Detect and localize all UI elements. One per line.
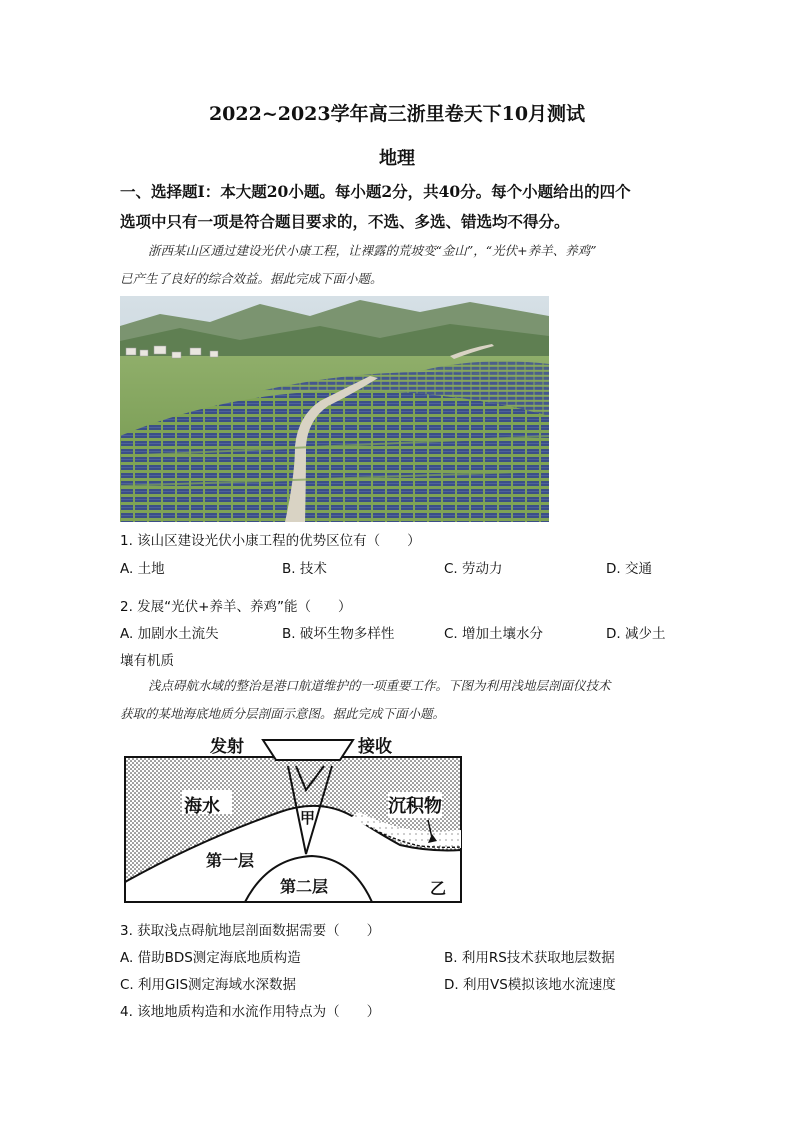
question-3-option-a[interactable]: A. 借助BDS测定海底地质构造 xyxy=(120,950,301,966)
passage2-line2: 获取的某地海底地质分层剖面示意图。据此完成下面小题。 xyxy=(120,706,446,721)
question-2-stem: 2. 发展“光伏+养羊、养鸡”能（ ） xyxy=(120,599,352,615)
question-3-option-d[interactable]: D. 利用VS模拟该地水流速度 xyxy=(444,977,616,993)
section-instruction-line1: 一、选择题Ⅰ：本大题20小题。每小题2分，共40分。每个小题给出的四个 xyxy=(120,182,631,201)
question-2-option-b[interactable]: B. 破坏生物多样性 xyxy=(282,626,395,642)
question-2-option-a[interactable]: A. 加剧水土流失 xyxy=(120,626,219,642)
seabed-profile-diagram xyxy=(120,730,465,905)
question-3-option-c[interactable]: C. 利用GIS测定海域水深数据 xyxy=(120,977,297,993)
question-2-option-d[interactable]: D. 减少土 xyxy=(606,626,666,642)
label-jia: 甲 xyxy=(300,809,316,827)
label-layer2: 第二层 xyxy=(280,877,329,896)
label-emit: 发射 xyxy=(210,737,244,757)
subject-title: 地理 xyxy=(379,148,415,169)
passage1-line2: 已产生了良好的综合效益。据此完成下面小题。 xyxy=(120,271,383,286)
label-seawater: 海水 xyxy=(184,796,220,817)
question-1-stem: 1. 该山区建设光伏小康工程的优势区位有（ ） xyxy=(120,533,421,549)
question-2-option-c[interactable]: C. 增加土壤水分 xyxy=(444,626,544,642)
label-layer1: 第一层 xyxy=(206,851,255,870)
solar-farm-photo xyxy=(120,296,549,522)
question-3-option-b[interactable]: B. 利用RS技术获取地层数据 xyxy=(444,950,615,966)
question-1-option-b[interactable]: B. 技术 xyxy=(282,561,327,577)
passage1-line1: 浙西某山区通过建设光伏小康工程，让裸露的荒坡变“金山”，“光伏+养羊、养鸡” xyxy=(148,243,597,258)
question-1-option-a[interactable]: A. 土地 xyxy=(120,561,165,577)
question-2-option-d-continuation: 壤有机质 xyxy=(120,653,174,669)
question-3-stem: 3. 获取浅点碍航地层剖面数据需要（ ） xyxy=(120,923,381,939)
question-1-option-d[interactable]: D. 交通 xyxy=(606,561,652,577)
label-sediment: 沉积物 xyxy=(388,792,442,818)
label-yi: 乙 xyxy=(430,879,447,898)
label-receive: 接收 xyxy=(358,737,392,757)
passage2-line1: 浅点碍航水域的整治是港口航道维护的一项重要工作。下图为利用浅地层剖面仪技术 xyxy=(148,678,611,693)
exam-title: 2022~2023学年高三浙里卷天下10月测试 xyxy=(208,103,586,125)
section-instruction-line2: 选项中只有一项是符合题目要求的，不选、多选、错选均不得分。 xyxy=(120,212,570,231)
question-1-option-c[interactable]: C. 劳动力 xyxy=(444,561,503,577)
question-4-stem: 4. 该地地质构造和水流作用特点为（ ） xyxy=(120,1004,381,1020)
